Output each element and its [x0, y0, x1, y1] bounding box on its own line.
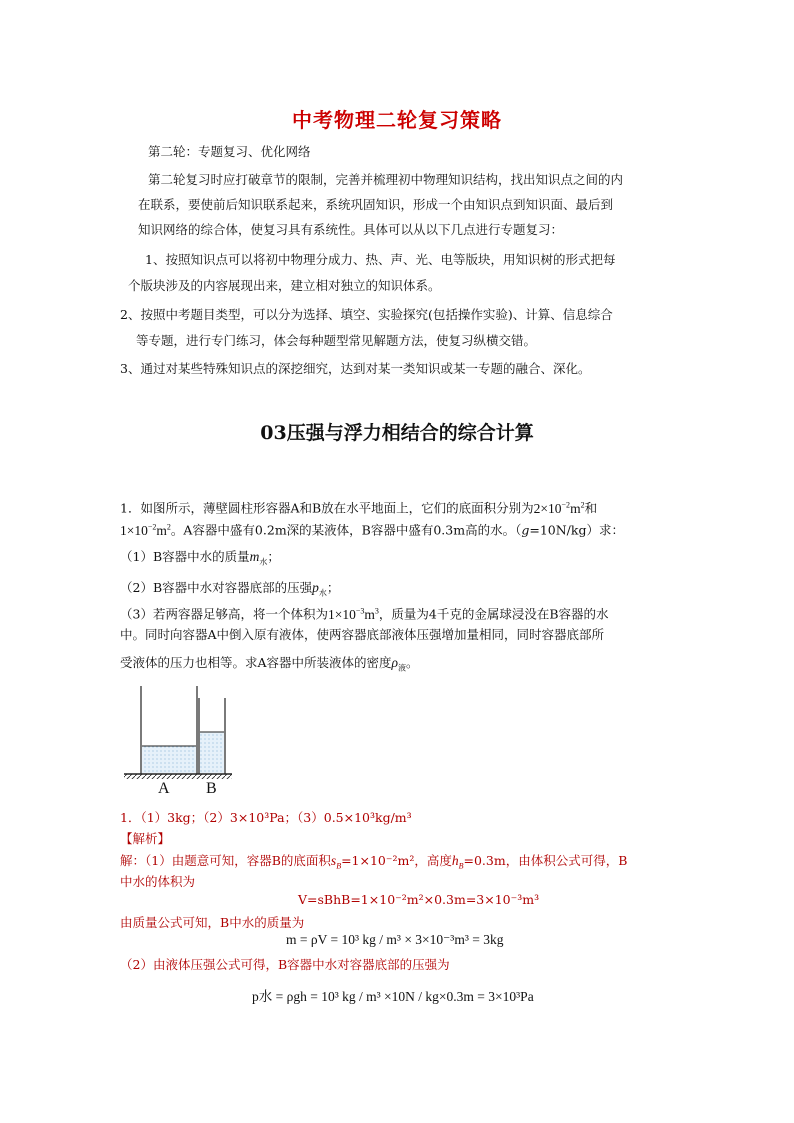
solution-step1-text-c: 的底面积: [280, 853, 331, 868]
solution-heading: 【解析】: [120, 831, 171, 846]
solution-step2-text-a: （2）由液体压强公式可得，: [120, 957, 278, 972]
intro-item2-line1: 2、按照中考题目类型，可以分为选择、填空、实验探究(包括操作实验)、计算、信息综合: [120, 307, 613, 322]
container-a-label: A: [158, 780, 170, 797]
intro-subtitle: 第二轮：专题复习、优化网络: [148, 144, 311, 159]
subquestion-2-end: ；: [326, 580, 340, 595]
page-title: 中考物理二轮复习策略: [292, 108, 502, 132]
water-subscript-2: 水: [318, 588, 327, 598]
subquestion-3-end: 。: [406, 655, 419, 670]
answer-line: 1．（1）3kg；（2）3×10³Pa；（3）0.5×10³kg/m³: [120, 810, 412, 825]
mass-line-text-c: 中水的质量为: [229, 915, 305, 930]
solution-step1-b: B: [271, 853, 281, 868]
subquestion-3-text-a: （3）若两容器足够高，将一个体积为: [120, 606, 328, 622]
g-symbol: g: [521, 522, 530, 538]
solution-step2-b: B: [277, 957, 288, 972]
container-b-water-dots: [200, 732, 224, 773]
ground-hatching: [124, 774, 232, 779]
mass-line-b: B: [220, 915, 230, 930]
solution-step1-text-d: =1×10⁻²m²，高度: [341, 853, 452, 868]
subquestion-1-text: （1）B容器中水的质量: [120, 549, 250, 564]
mass-line-text-a: 由质量公式可知，: [120, 915, 221, 930]
volume-value: $1\times 10^{-3}m^3$: [327, 606, 379, 622]
subquestion-3-line2: 中。同时向容器A中倒入原有液体，使两容器底部液体压强增加量相同，同时容器底部所: [120, 627, 605, 642]
container-a-liquid-dots: [142, 746, 196, 773]
intro-item1-line2: 个版块涉及的内容展现出来，建立相对独立的知识体系。: [128, 278, 441, 293]
solution-step1-line1: [120, 851, 627, 871]
liquid-subscript: 液: [398, 663, 407, 673]
subquestion-3-line1: [120, 603, 609, 623]
question-text-a: 1．如图所示，薄壁圆柱形容器A和B放在水平地面上，它们的底面积分别为: [120, 500, 534, 516]
solution-step2-line: [120, 955, 450, 973]
water-subscript: 水: [259, 557, 268, 567]
intro-paragraph-line2: 在联系，要使前后知识联系起来，系统巩固知识，形成一个由知识点到知识面、最后到: [138, 197, 614, 212]
subquestion-3-text-b: ，质量为4千克的金属球浸没在B容器的水: [378, 606, 609, 622]
intro-item3-line1: 3、通过对某些特殊知识点的深挖细究，达到对某一类知识或某一专题的融合、深化。: [120, 361, 591, 376]
intro-paragraph-line3: 知识网络的综合体，使复习具有系统性。具体可以从以下几点进行专题复习：: [138, 222, 564, 237]
mass-line: [120, 913, 304, 931]
subquestion-1: [120, 549, 280, 571]
area-a-value: $2\times 10^{-2}m^2$: [533, 500, 585, 516]
question-text-c: 。A容器中盛有0.2m深的某液体，B容器中盛有0.3m高的水。（: [170, 522, 522, 538]
height-symbol: $h_B$: [451, 853, 464, 871]
containers-figure: [120, 686, 240, 780]
solution-step2-text-c: 容器中水对容器底部的压强为: [287, 957, 450, 972]
mass-equation: m = ρV = 10³ kg / m³ × 3×10⁻³m³ = 3kg: [286, 932, 504, 947]
subquestion-3-text-c: 受液体的压力也相等。求A容器中所装液体的密度: [120, 655, 392, 670]
subquestion-1-end: ；: [267, 549, 280, 564]
question-text-d: =10N/kg）求：: [529, 522, 624, 538]
section-title: 03压强与浮力相结合的综合计算: [260, 422, 534, 444]
pressure-symbol: p: [312, 580, 319, 595]
solution-step1-text-a: 解：（1）由题意可知，容器: [120, 853, 272, 868]
density-symbol: ρ: [391, 655, 399, 670]
question-line2: [120, 519, 624, 539]
question-line1: [120, 497, 597, 517]
intro-item1-line1: 1、按照知识点可以将初中物理分成力、热、声、光、电等版块，用知识树的形式把每: [145, 252, 616, 267]
solution-step1-text-e: =0.3m，由体积公式可得，: [463, 853, 619, 868]
subquestion-2: [120, 580, 339, 602]
intro-item2-line2: 等专题，进行专门练习，体会每种题型常见解题方法，使复习纵横交错。: [136, 333, 537, 348]
subquestion-3-line3: [120, 655, 419, 677]
question-text-b: 和: [584, 500, 598, 516]
solution-step1-f: B: [618, 853, 628, 868]
pressure-equation: p水 = ρgh = 10³ kg / m³ ×10N / kg×0.3m = 3×10³Pa: [252, 989, 534, 1004]
subquestion-2-text: （2）B容器中水对容器底部的压强: [120, 580, 313, 595]
volume-equation: V=sBhB=1×10⁻²m²×0.3m=3×10⁻³m³: [298, 892, 540, 907]
solution-step1-line2: 中水的体积为: [120, 874, 196, 889]
mass-symbol: m: [249, 549, 260, 564]
intro-paragraph-line1: 第二轮复习时应打破章节的限制，完善并梳理初中物理知识结构，找出知识点之间的内: [148, 172, 624, 187]
area-b-value: $1\times 10^{-2}m^2$: [120, 522, 171, 538]
area-symbol: $s_B$: [330, 853, 342, 871]
container-b-label: B: [206, 780, 217, 797]
